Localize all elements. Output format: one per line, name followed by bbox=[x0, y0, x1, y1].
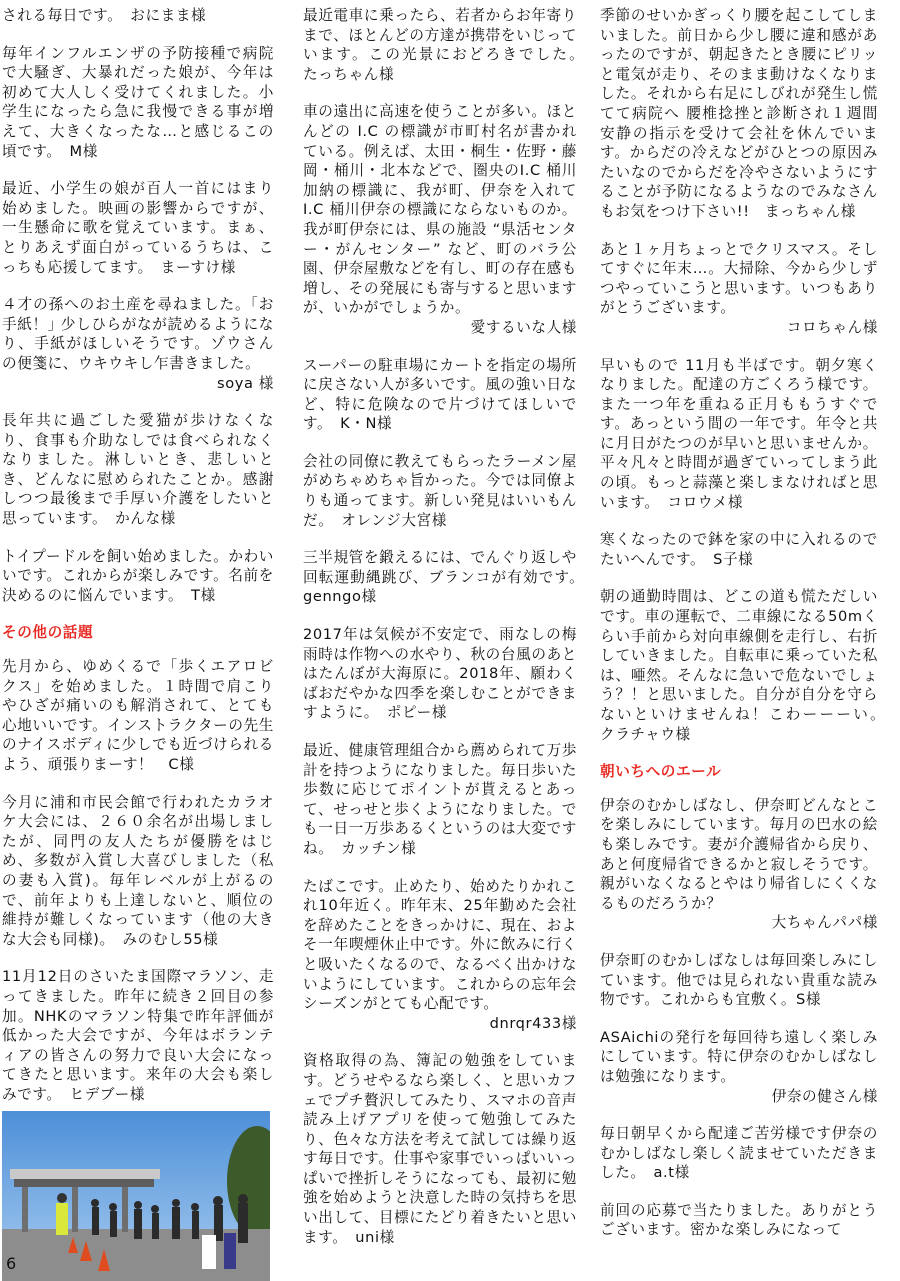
letter-2: 毎年インフルエンザの予防接種で病院で大騒ぎ、大暴れだった娘が、今年は初めて大人しく受けてくれました。小学生になったら急に我慢できる事が増えて、大きくなったな…と感じるこの頃です。 M様 bbox=[2, 44, 274, 160]
letter-6: トイプードルを飼い始めました。かわいいです。これからが楽しみです。名前を決めるのに悩んでいます。 T様 bbox=[2, 547, 274, 604]
letter-14: 三半規管を鍛えるには、でんぐり返しや回転運動縄跳び、ブランコが有効です。 genngo様 bbox=[303, 549, 593, 606]
photo-volunteer bbox=[56, 1193, 68, 1235]
letter-15: 2017年は気候が不安定で、雨なしの梅雨時は作物への水やり、秋の台風のあとはたんぼが大海原に。2018年、願わくばおだやかな四季を楽しむことができますように。 ポピー様 bbox=[303, 626, 577, 722]
letter-24: 伊奈のむかしばなし、伊奈町どんなとこを楽しみにしています。毎月の巴水の絵も楽しみです。妻が介護帰省から戻り、あと何度帰省できるかと寂しそうです。親がいなくなるとやはり帰省しにくくなるものだろうか？ bbox=[600, 796, 878, 912]
letter-12: スーパーの駐車場にカートを指定の場所に戻さない人が多いです。風の強い日など、特に危険なので片づけてほしいです。 K・N様 bbox=[303, 356, 577, 433]
letter-4: ４才の孫へのお土産を尋ねました。｢お手紙！｣ 少しひらがなが読めるようになり、手紙がほしいそうです。ゾウさんの便箋に、ウキウキし乍書きました。 bbox=[2, 296, 274, 372]
letter-16: 最近、健康管理組合から薦められて万歩計を持つようになりました。毎日歩いた歩数に応じてポイントが貰えるとあって、せっせと歩くようになりました。でも一日一万歩あるくというのは大変ですね。 カッチン様 bbox=[303, 742, 577, 857]
letter-23: 朝の通勤時間は、どこの道も慌ただしいです。車の運転で、二車線になる50mくらい手前から対向車線側を走行し、右折していきました。自転車に乗っていた私は、唖然。そんなに急いで危ないでしょう？！と思いました。自分が自分を守らないといけませんね！こわーーーい。 クラチャウ様 bbox=[600, 588, 894, 743]
photo-toll-roof bbox=[10, 1169, 160, 1179]
letter-7: 先月から、ゆめくるで「歩くエアロビクス」を始めました。１時間で肩こりやひざが痛いのも解消されて、とても心地いいです。インストラクターの先生のナイスボディに少しでも近づけられるよう、頑張りまーす！ C様 bbox=[2, 658, 274, 773]
letter-17-signature: dnrqr433様 bbox=[489, 1014, 577, 1032]
page-number: 6 bbox=[6, 1254, 17, 1273]
letter-20-signature: コロちゃん様 bbox=[786, 318, 878, 336]
letter-10: 最近電車に乗ったら、若者からお年寄りまで、ほとんどの方達が携帯をいじっています。この光景におどろきでした。 たっちゃん様 bbox=[303, 7, 593, 83]
column-2 bbox=[303, 6, 593, 1265]
letter-18: 資格取得の為、簿記の勉強をしています。どうせやるなら楽しく、と思いカフェでプチ贅沢してみたり、スマホの音声読み上げアプリを使って勉強してみたり、色々な方法を考えて試しては繰り返す毎日です。仕事や家事でいっぱいいっぱいで挫折しそうになっても、最初に勉強を始めようと決意した時の気持ちを思い出して、目標にたどり着きたいと思います。 uni様 bbox=[303, 1052, 577, 1246]
letter-1: される毎日です。 おにまま様 bbox=[2, 7, 207, 24]
letter-13: 会社の同僚に教えてもらったラーメン屋がめちゃめちゃ旨かった。今では同僚よりも通ってます。新しい発見はいいもんだ。 オレンジ大宮様 bbox=[303, 452, 577, 529]
letter-26-signature: 伊奈の健さん様 bbox=[771, 1087, 878, 1105]
letter-9: 11月12日のさいたま国際マラソン、走ってきました。昨年に続き２回目の参加。NHKのマラソン特集で昨年評価が低かった大会ですが、今年はボランティアの皆さんの努力で良い大会になってきたと思います。来年の大会も楽しみです。 ヒデブー様 bbox=[2, 968, 274, 1103]
column-3 bbox=[600, 6, 894, 1258]
letter-21: 早いもので 11月も半ばです。朝夕寒くなりました。配達の方ごくろう様です。また一つ年を重ねる正月ももうすぐです。あっという間の一年です。年令と共に月日がたつのが早いと思いませんか。平々凡々と時間が過ぎていってしまう此の頃。もっと蒜藻と楽しまなければと思います。 コロウメ様 bbox=[600, 356, 878, 511]
letter-28: 前回の応募で当たりました。ありがとうございます。密かな楽しみになって bbox=[600, 1201, 878, 1239]
section-heading-other-topics: その他の話題 bbox=[2, 624, 94, 642]
photo-toll-beam bbox=[14, 1179, 154, 1187]
marathon-photo bbox=[2, 1111, 270, 1281]
letter-8: 今月に浦和市民会館で行われたカラオケ大会には、２６０余名が出場しましたが、同門の友人たちが優勝をはじめ、多数が入賞し大喜びしました（私の妻も入賞)。毎年レベルが上がるので、前年よりも上達しないと、順位の維持が難しくなっています（他の大きな大会も同様)。 みのむし55様 bbox=[2, 793, 274, 948]
letter-5: 長年共に過ごした愛猫が歩けなくなり、食事も介助なしでは食べられなくなりました。淋しいとき、悲しいとき、どんなに慰められたことか。感謝しつつ最後まで手厚い介護をしたいと思っています。 かんな様 bbox=[2, 412, 274, 528]
letter-4-signature: soya 様 bbox=[217, 374, 274, 392]
letter-26: ASAichiの発行を毎回待ち遠しく楽しみにしています。特に伊奈のむかしばなしは勉強になります。 bbox=[600, 1028, 878, 1085]
letter-3: 最近、小学生の娘が百人一首にはまり始めました。映画の影響からですが、一生懸命に歌を覚えています。まぁ、とりあえず面白がっているうちは、こっちも応援してます。 まーすけ様 bbox=[2, 180, 274, 276]
letter-25: 伊奈町のむかしばなしは毎回楽しみにしています。他では見られない貴重な読み物です。これからも宜敷く。S様 bbox=[600, 951, 878, 1009]
column-1 bbox=[2, 6, 274, 1281]
section-heading-cheers: 朝いちへのエール bbox=[600, 763, 722, 781]
letter-19: 季節のせいかぎっくり腰を起こしてしまいました。前日から少し腰に違和感があったのですが、朝起きたとき腰にピリッと電気が走り、そのまま動けなくなりました。それから右足にしびれが発生し慌てて病院へ 腰椎捻挫と診断され１週間安静の指示を受けて会社を休んでいます。からだの冷えなどがひとつの原因みたいなのでからだを冷やさないようにすることが予防になるようなのでみなさんもお気をつけ下さい!! まっちゃん様 bbox=[600, 7, 878, 220]
letter-27: 毎日朝早くから配達ご苦労様です伊奈のむかしばなし楽しく読ませていただきました。 a.t様 bbox=[600, 1125, 878, 1182]
letter-11: 車の遠出に高速を使うことが多い。ほとんどの I.C の標識が市町村名が書かれている。例えば、太田・桐生・佐野・藤岡・桶川・北本などで、圏央のI.C 桶川加納の標識に、我が町、伊奈を入れて I.C 桶川伊奈の標識にならないものか。我が町伊奈には、県の施設 “県活センター・がんセンター” など、町のバラ公園、伊奈屋敷などを有し、町の存在感も増し、その発展にも寄与すると思いますが、いかがでしょうか。 bbox=[303, 103, 577, 317]
letter-22: 寒くなったので鉢を家の中に入れるのでたいへんです。 S子様 bbox=[600, 531, 878, 568]
letter-17: たばこです。止めたり、始めたりかれこれ10年近く。昨年末、25年勤めた会社を辞めたことをきっかけに、現在、およそ一年喫煙休止中です。外に飲みに行くと吸いたくなるので、なるべく出かけないようにしています。これからの忘年会シーズンがとても心配です。 bbox=[303, 877, 577, 1013]
letter-24-signature: 大ちゃんパパ様 bbox=[771, 914, 878, 932]
letter-20: あと１ヶ月ちょっとでクリスマス。そしてすぐに年末…。大掃除、今から少しずつやっていこうと思います。いつもありがとうございます。 bbox=[600, 240, 878, 317]
letter-11-signature: 愛するいな人様 bbox=[470, 318, 577, 336]
